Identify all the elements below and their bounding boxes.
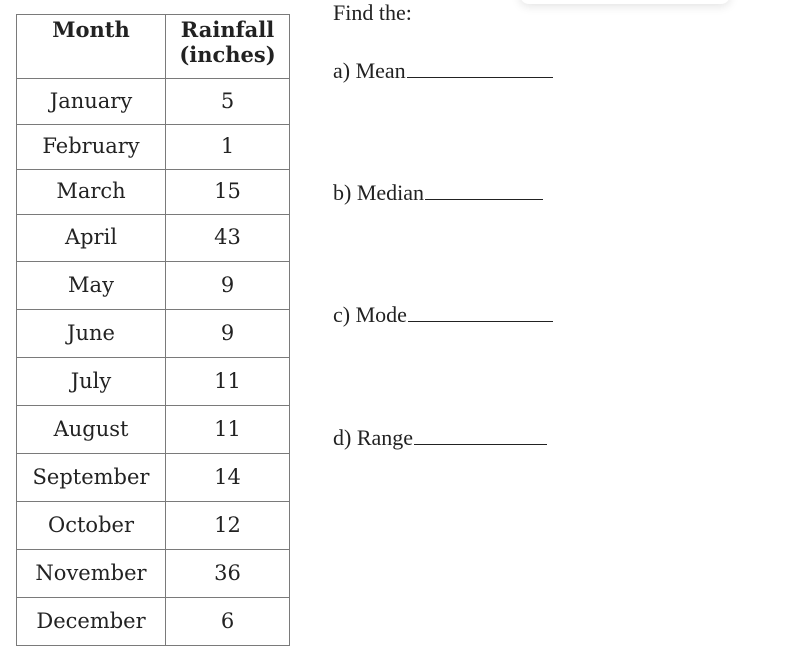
- floating-panel-edge: [520, 0, 730, 4]
- cell-month: October: [17, 502, 166, 550]
- table-row: [17, 598, 290, 646]
- header-rainfall-line1: Rainfall: [180, 17, 275, 42]
- table-row: [17, 262, 290, 310]
- table-row: [17, 125, 290, 170]
- table-row: [17, 502, 290, 550]
- question-median: [333, 180, 543, 206]
- cell-month: August: [17, 406, 166, 454]
- prompt-text: Find the:: [333, 0, 412, 25]
- answer-blank-mean[interactable]: [407, 59, 553, 78]
- table-header-row: [17, 15, 290, 79]
- table-row: [17, 454, 290, 502]
- cell-month: June: [17, 310, 166, 358]
- cell-rainfall: 9: [166, 310, 290, 358]
- cell-month: July: [17, 358, 166, 406]
- cell-rainfall: 5: [166, 79, 290, 125]
- cell-month: September: [17, 454, 166, 502]
- header-month: Month: [17, 15, 166, 79]
- table-row: [17, 215, 290, 262]
- cell-month: February: [17, 125, 166, 170]
- question-range-label: d) Range: [333, 425, 414, 450]
- table-row: [17, 170, 290, 215]
- cell-rainfall: 6: [166, 598, 290, 646]
- cell-month: January: [17, 79, 166, 125]
- cell-month: March: [17, 170, 166, 215]
- table-row: [17, 310, 290, 358]
- header-rainfall-line2: (inches): [179, 42, 276, 68]
- question-mean: [333, 58, 553, 84]
- cell-rainfall: 1: [166, 125, 290, 170]
- cell-rainfall: 43: [166, 215, 290, 262]
- question-median-label: b) Median: [333, 180, 425, 205]
- cell-rainfall: 9: [166, 262, 290, 310]
- cell-month: December: [17, 598, 166, 646]
- table-row: [17, 79, 290, 125]
- cell-rainfall: 12: [166, 502, 290, 550]
- rainfall-table: [16, 14, 290, 646]
- answer-blank-median[interactable]: [425, 181, 543, 200]
- question-mean-label: a) Mean: [333, 58, 406, 83]
- question-mode-label: c) Mode: [333, 302, 407, 327]
- table-row: [17, 358, 290, 406]
- table-row: [17, 406, 290, 454]
- question-range: [333, 425, 547, 451]
- cell-month: April: [17, 215, 166, 262]
- cell-rainfall: 36: [166, 550, 290, 598]
- cell-rainfall: 15: [166, 170, 290, 215]
- question-mode: [333, 302, 553, 328]
- cell-rainfall: 11: [166, 358, 290, 406]
- header-rainfall: [166, 15, 290, 79]
- answer-blank-mode[interactable]: [408, 303, 553, 322]
- cell-rainfall: 14: [166, 454, 290, 502]
- cell-month: November: [17, 550, 166, 598]
- cell-rainfall: 11: [166, 406, 290, 454]
- cell-month: May: [17, 262, 166, 310]
- answer-blank-range[interactable]: [414, 426, 547, 445]
- table-row: [17, 550, 290, 598]
